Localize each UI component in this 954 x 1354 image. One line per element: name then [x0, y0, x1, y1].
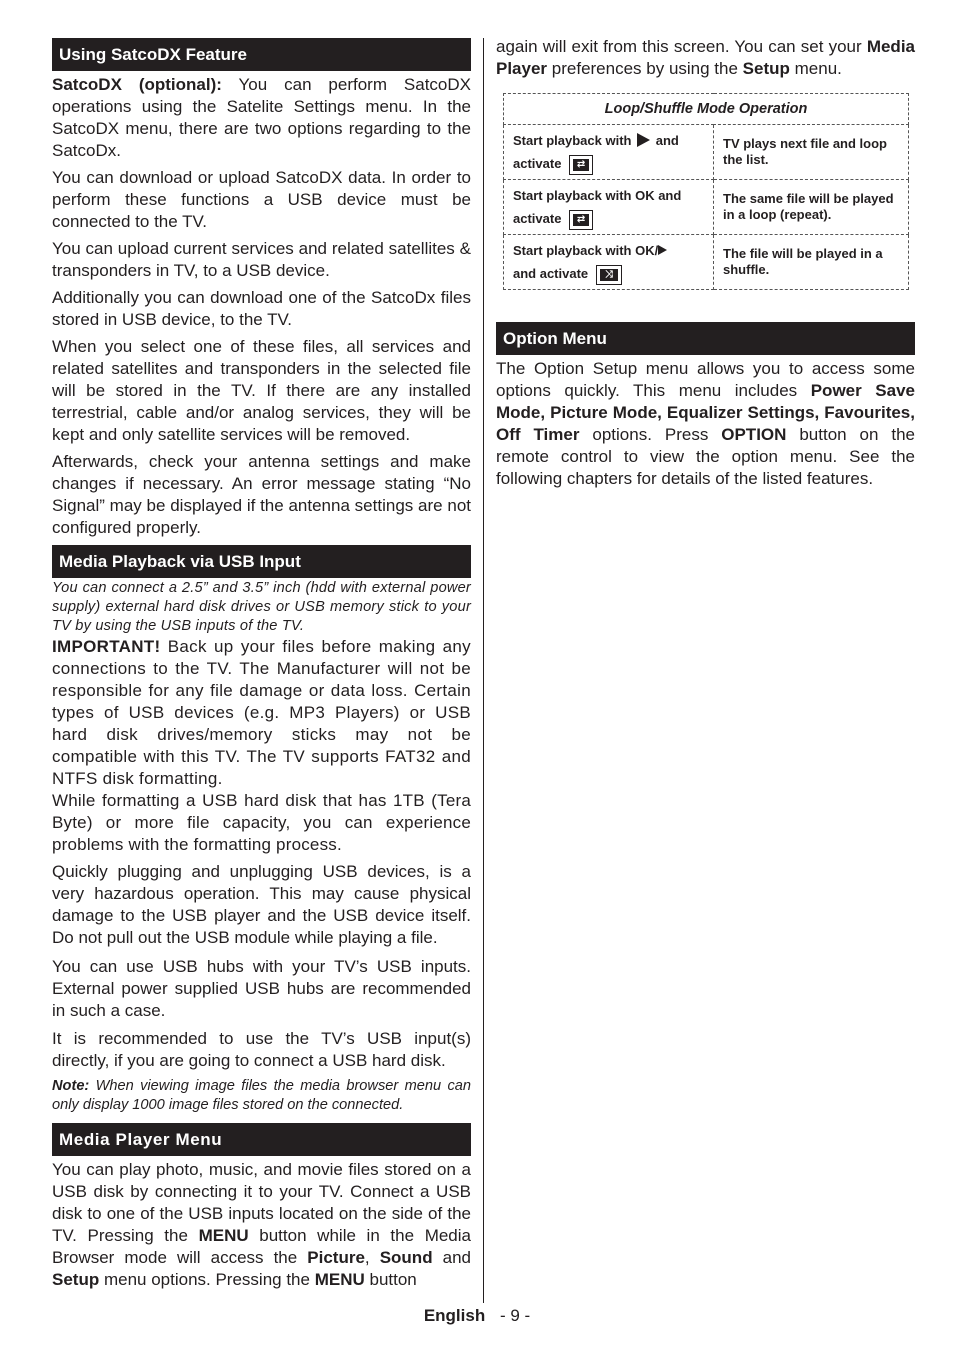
section-heading-option-menu: Option Menu [496, 322, 915, 355]
table-caption: Loop/Shuffle Mode Operation [504, 94, 909, 125]
satcodx-paragraph-6: Afterwards, check your antenna settings and make changes if necessary. An error message stating “No Signal” may be displayed if the antenna settings are not configured properly. [52, 452, 471, 537]
table-row [504, 180, 909, 235]
satcodx-paragraph-5: When you select one of these files, all services and related satellites and transponders in the selected file will be stored in the TV. If there are any installed terrestrial, cable and/or analog services, they will be kept and only satellite services will be removed. [52, 337, 471, 444]
table-cell-action: Start playback with OK and activate ⇄ [504, 180, 714, 235]
table-cell-result: The file will be played in a shuffle. [714, 235, 909, 290]
usb-intro: You can connect a 2.5” and 3.5” inch (hdd with external power supply) external hard disk drives or USB memory stick to your TV by using the USB inputs of the TV. [52, 580, 471, 634]
media-player-paragraph: You can play photo, music, and movie files stored on a USB disk by connecting it to your TV. Connect a USB disk to one of the USB inputs located on the side of the TV. Pressing the MENU button while in the Media Browser mode will access the Picture, Sound and Setup menu options. Pressing the MENU button [52, 1160, 472, 1289]
satcodx-paragraph-1: SatcoDX (optional): You can perform SatcoDX operations using the Satelite Settings menu. In the SatcoDX menu, there are two options regarding to the SatcoDx. [52, 75, 471, 160]
play-triangle-icon [637, 133, 650, 147]
usb-important: IMPORTANT! Back up your files before making any connections to the TV. The Manufacturer will not be responsible for any file damage or data loss. Certain types of USB devices (e.g. MP3 Players) or USB hard disk drives/memory sticks may not be compatible with this TV. The TV supports FAT32 and NTFS disk formatting. [52, 637, 471, 788]
satcodx-paragraph-3: You can upload current services and related satellites & transponders in TV, to a USB device. [52, 239, 471, 280]
usb-note: Note: When viewing image files the media browser menu can only display 1000 image files stored on the connected. [52, 1078, 471, 1113]
option-menu-paragraph: The Option Setup menu allows you to access some options quickly. This menu includes Power Save Mode, Picture Mode, Equalizer Settings, Favourites, Off Timer options. Press OPTION button on the remote control to view the option menu. See the following chapters for details of the listed features. [496, 359, 916, 488]
loop-repeat-icon: ⇄ [569, 210, 593, 230]
media-player-continued: again will exit from this screen. You can set your Media Player preferences by using the Setup menu. [496, 37, 915, 78]
usb-format-warning: While formatting a USB hard disk that has 1TB (Tera Byte) or more file capacity, you can experience problems with the formatting process. [52, 791, 471, 854]
table-row [504, 125, 909, 180]
table-cell-result: TV plays next file and loop the list. [714, 125, 909, 180]
satcodx-paragraph-2: You can download or upload SatcoDX data. In order to perform these functions a USB device must be connected to the TV. [52, 168, 471, 231]
usb-recommend: It is recommended to use the TV’s USB input(s) directly, if you are going to connect a USB hard disk. [52, 1029, 471, 1070]
section-heading-media-player: Media Player Menu [52, 1123, 471, 1156]
page-footer [0, 1306, 954, 1326]
table-cell-result: The same file will be played in a loop (repeat). [714, 180, 909, 235]
section-heading-satcodx: Using SatcoDX Feature [52, 38, 471, 71]
section-heading-usb: Media Playback via USB Input [52, 545, 471, 578]
table-cell-action: Start playback with and activate ⇄ [504, 125, 714, 180]
usb-plug-warning: Quickly plugging and unplugging USB devices, is a very hazardous operation. This may cause physical damage to the USB player and the USB device itself. Do not pull out the USB module while playing a file. [52, 862, 471, 947]
table-cell-action: Start playback with OK/ and activate ⤨ [504, 235, 714, 290]
table-row [504, 235, 909, 290]
page-number: - 9 - [499, 1306, 531, 1325]
shuffle-icon: ⤨ [596, 265, 622, 285]
satcodx-paragraph-4: Additionally you can download one of the SatcoDx files stored in USB device, to the TV. [52, 288, 471, 329]
play-triangle-icon [658, 245, 667, 255]
loop-repeat-icon: ⇄ [569, 155, 593, 175]
loop-shuffle-table [503, 93, 909, 290]
left-column [52, 38, 471, 1291]
usb-hubs: You can use USB hubs with your TV’s USB inputs. External power supplied USB hubs are recommended in such a case. [52, 957, 471, 1020]
column-divider [483, 38, 484, 1303]
footer-language: English [423, 1306, 486, 1325]
right-column [496, 36, 915, 490]
